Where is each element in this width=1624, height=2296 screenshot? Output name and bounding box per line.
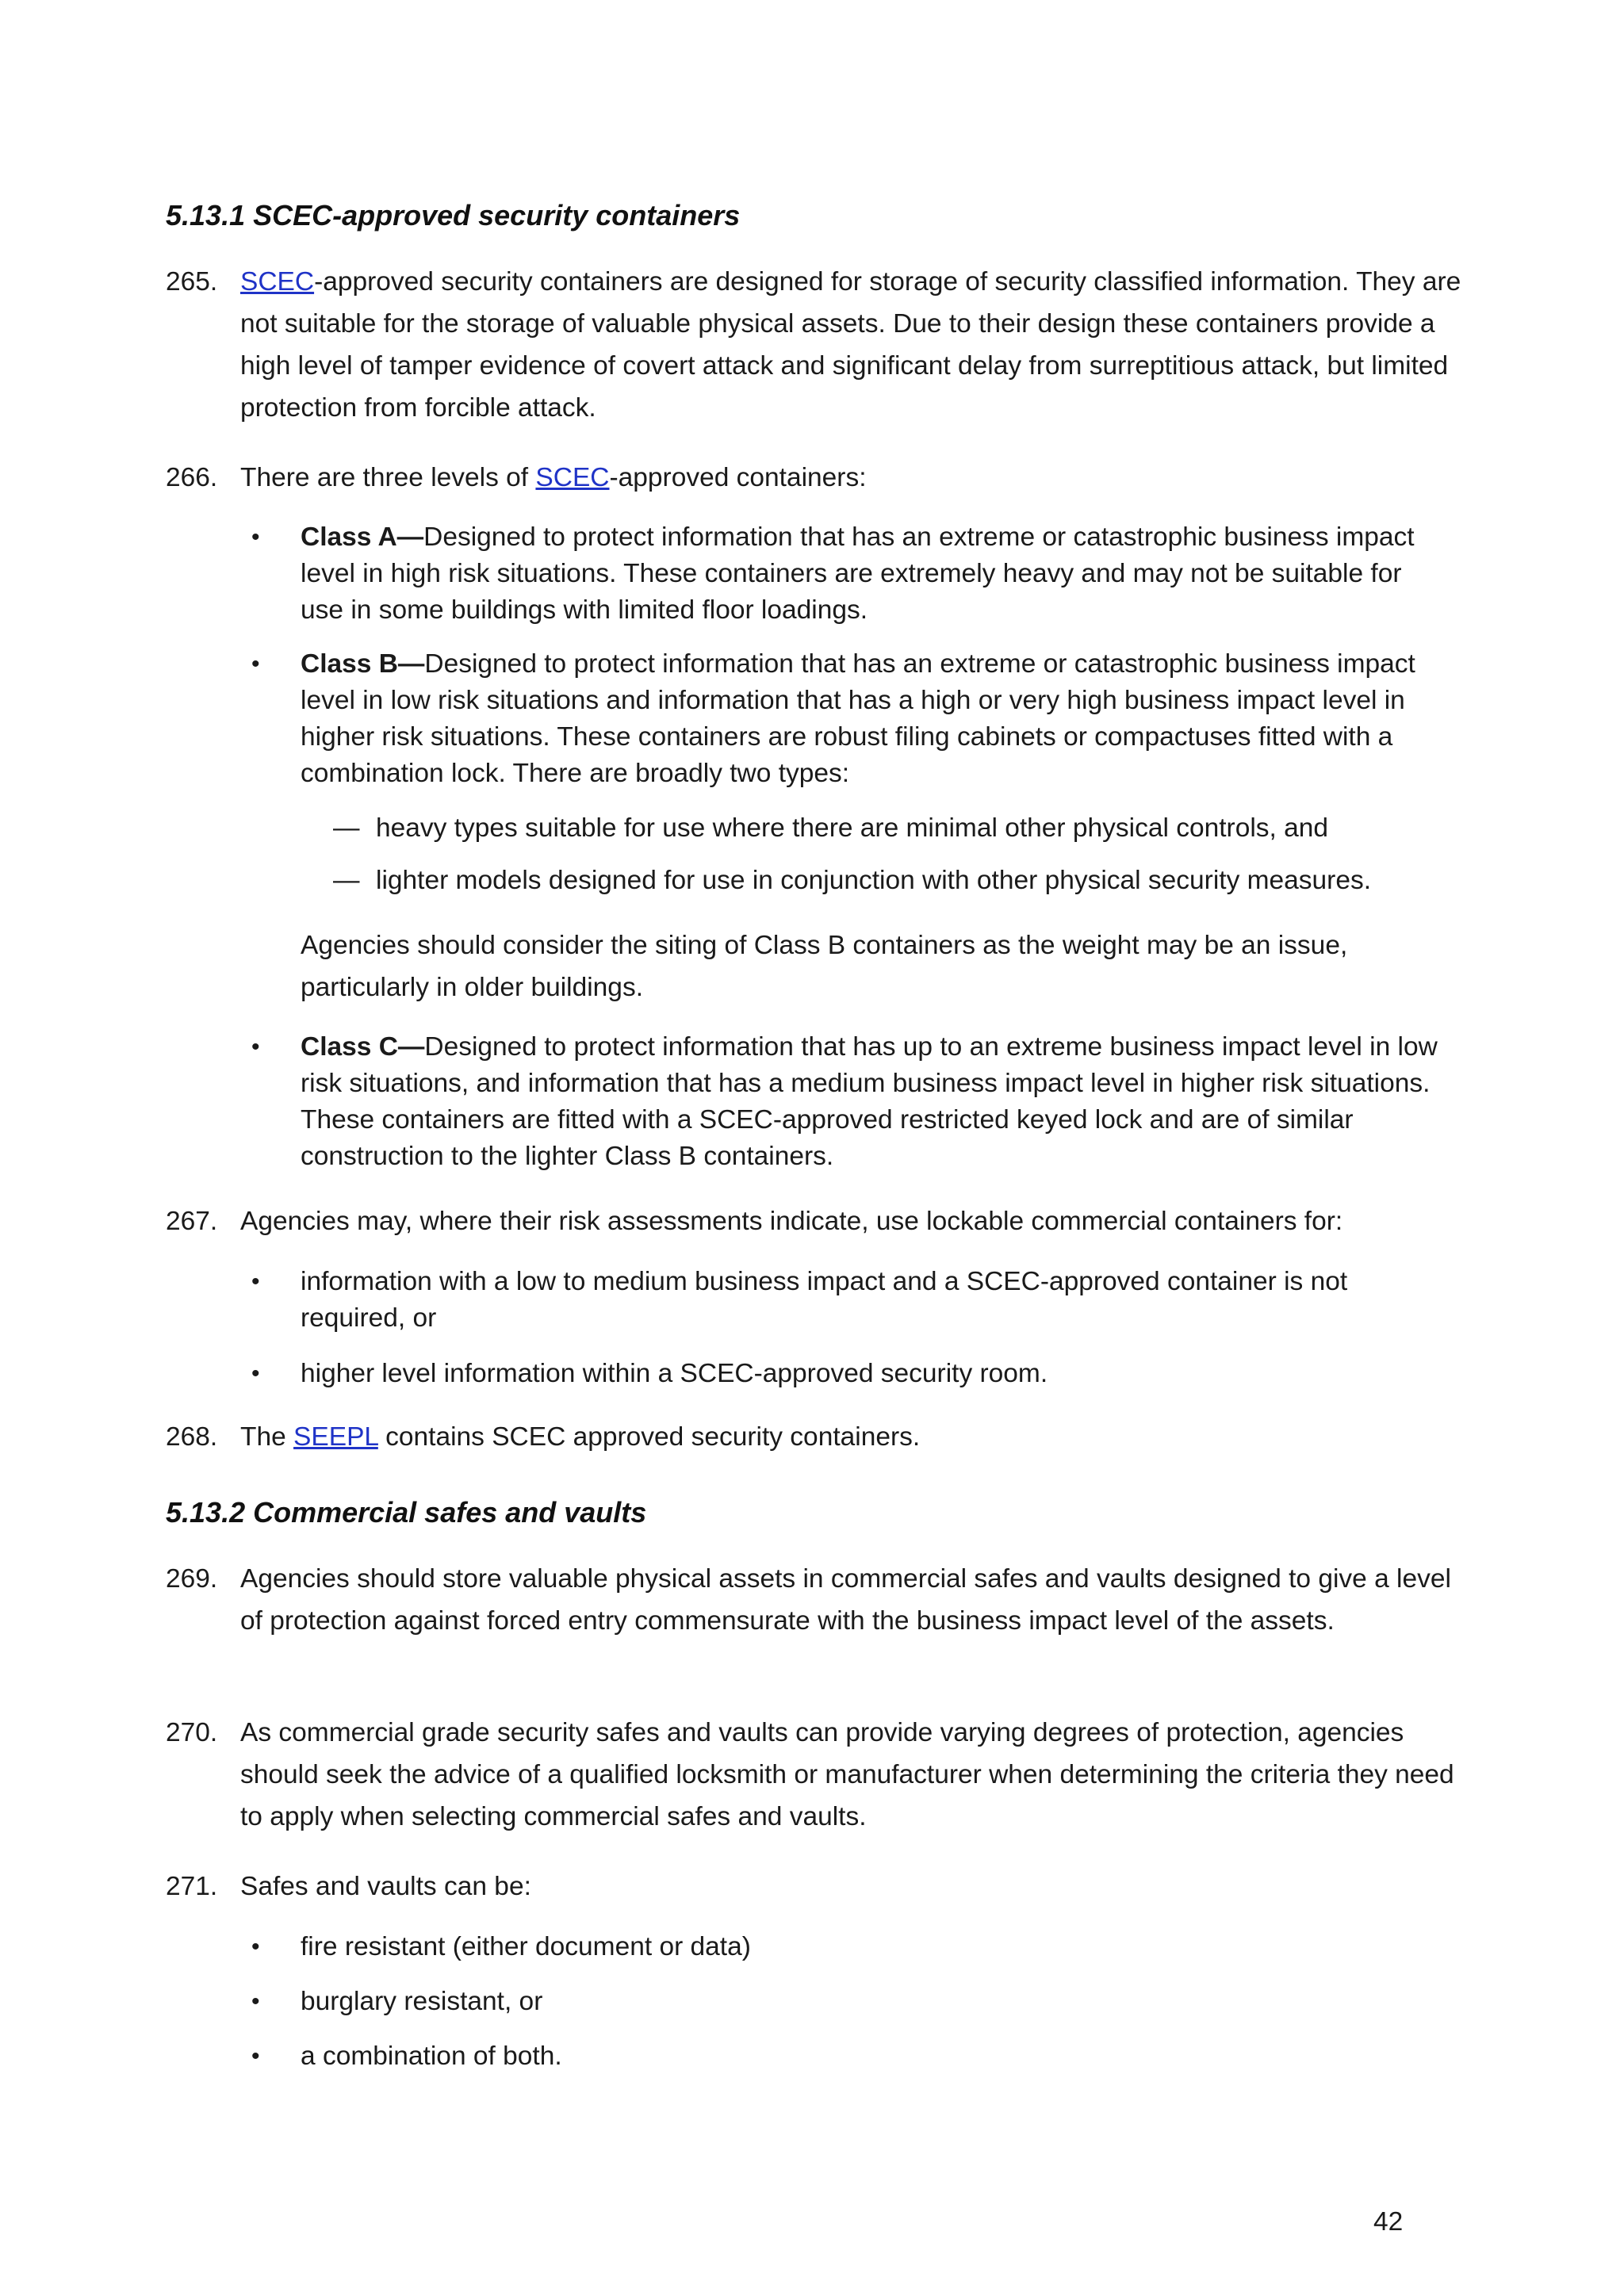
paragraph-265 <box>166 261 1466 429</box>
paragraph-text <box>240 261 1466 429</box>
sub-list-item <box>333 810 1459 847</box>
bullet-icon: • <box>251 1988 260 2015</box>
list-item <box>240 1929 1446 1965</box>
bullet-icon: • <box>251 524 260 550</box>
class-label: Class C— <box>301 1032 425 1062</box>
paragraph-body: The <box>240 1422 294 1452</box>
dash-icon: — <box>333 866 360 895</box>
paragraph-266 <box>166 457 1466 499</box>
class-description: Designed to protect information that has an extreme or catastrophic business impact level in high risk situations. These containers are extremely heavy and may not be suitable for use in some buildings with limited floor loadings. <box>301 522 1415 625</box>
list-item-text: information with a low to medium business impact and a SCEC-approved container is not required, or <box>301 1267 1348 1333</box>
section-heading-5-13-2: 5.13.2 Commercial safes and vaults <box>166 1496 647 1529</box>
list-item <box>240 1356 1446 1392</box>
paragraph-number: 270. <box>166 1718 218 1747</box>
class-b-note: Agencies should consider the siting of Class B containers as the weight may be an issue, particularly in older buildings. <box>301 931 1348 1002</box>
paragraph-number: 268. <box>166 1422 218 1452</box>
class-description: Designed to protect information that has up to an extreme business impact level in low risk situations, and information that has a medium business impact level in higher risk situations. These containers are fitted with a SCEC-approved restricted keyed lock and are of similar construction to the lighter Class B containers. <box>301 1032 1438 1171</box>
paragraph-body: -approved containers: <box>609 463 867 492</box>
class-label: Class B— <box>301 649 425 679</box>
paragraph-271 <box>166 1866 1466 1908</box>
paragraph-body: -approved security containers are designed for storage of security classified information. They are not suitable for the storage of valuable physical assets. Due to their design these containers provide a high level of tamper evidence of covert attack and significant delay from surreptitious attack, but limited protection from forcible attack. <box>240 267 1461 423</box>
bullet-icon: • <box>251 1360 260 1387</box>
paragraph-269 <box>166 1558 1466 1642</box>
paragraph-number: 266. <box>166 463 218 492</box>
list-item-text: fire resistant (either document or data) <box>301 1932 751 1961</box>
list-item-class-a <box>240 519 1446 629</box>
list-item-class-c <box>240 1029 1446 1175</box>
paragraph-267 <box>166 1203 1466 1240</box>
sub-list-item <box>333 863 1459 899</box>
list-item-text: a combination of both. <box>301 2042 562 2071</box>
page-number: 42 <box>1373 2207 1404 2237</box>
paragraph-text: Agencies should store valuable physical assets in commercial safes and vaults designed to give a level of protection against forced entry commensurate with the business impact level of the assets. <box>240 1564 1451 1636</box>
sub-list-text: lighter models designed for use in conjunction with other physical security measures. <box>376 866 1372 895</box>
bullet-icon: • <box>251 2043 260 2069</box>
paragraph-number: 265. <box>166 267 218 297</box>
list-item-text: burglary resistant, or <box>301 1987 543 2016</box>
class-label: Class A— <box>301 522 424 552</box>
class-description: Designed to protect information that has an extreme or catastrophic business impact level in low risk situations and information that has a high or very high business impact level in higher risk situations. These containers are robust filing cabinets or compactuses fitted with a combination lock. There are broadly two types: <box>301 649 1415 788</box>
paragraph-270 <box>166 1712 1466 1838</box>
paragraph-text: Safes and vaults can be: <box>240 1872 531 1901</box>
paragraph-text <box>240 457 1466 499</box>
bullet-icon: • <box>251 1034 260 1060</box>
bullet-icon: • <box>251 1269 260 1295</box>
paragraph-number: 267. <box>166 1207 218 1236</box>
paragraph-number: 271. <box>166 1872 218 1901</box>
paragraph-text <box>240 1419 1466 1456</box>
bullet-icon: • <box>251 651 260 677</box>
bullet-icon: • <box>251 1934 260 1960</box>
scec-link[interactable]: SCEC <box>240 267 315 297</box>
paragraph-number: 269. <box>166 1564 218 1594</box>
list-item <box>240 2038 1446 2075</box>
paragraph-text: As commercial grade security safes and vaults can provide varying degrees of protection, agencies should seek the advice of a qualified locksmith or manufacturer when determining the criteria they need to apply when selecting commercial safes and vaults. <box>240 1718 1454 1831</box>
sub-list-text: heavy types suitable for use where there are minimal other physical controls, and <box>376 813 1329 843</box>
list-item-text: higher level information within a SCEC-approved security room. <box>301 1359 1048 1388</box>
paragraph-268 <box>166 1419 1466 1456</box>
seepl-link[interactable]: SEEPL <box>293 1422 378 1452</box>
dash-icon: — <box>333 813 360 843</box>
list-item-class-b <box>240 646 1446 792</box>
list-item <box>240 1984 1446 2020</box>
scec-link[interactable]: SCEC <box>535 463 610 492</box>
paragraph-text: Agencies may, where their risk assessments indicate, use lockable commercial containers for: <box>240 1207 1343 1236</box>
paragraph-body: contains SCEC approved security containers. <box>377 1422 921 1452</box>
list-item <box>240 1264 1446 1337</box>
section-heading-5-13-1: 5.13.1 SCEC-approved security containers <box>166 199 741 232</box>
paragraph-body: There are three levels of <box>240 463 536 492</box>
